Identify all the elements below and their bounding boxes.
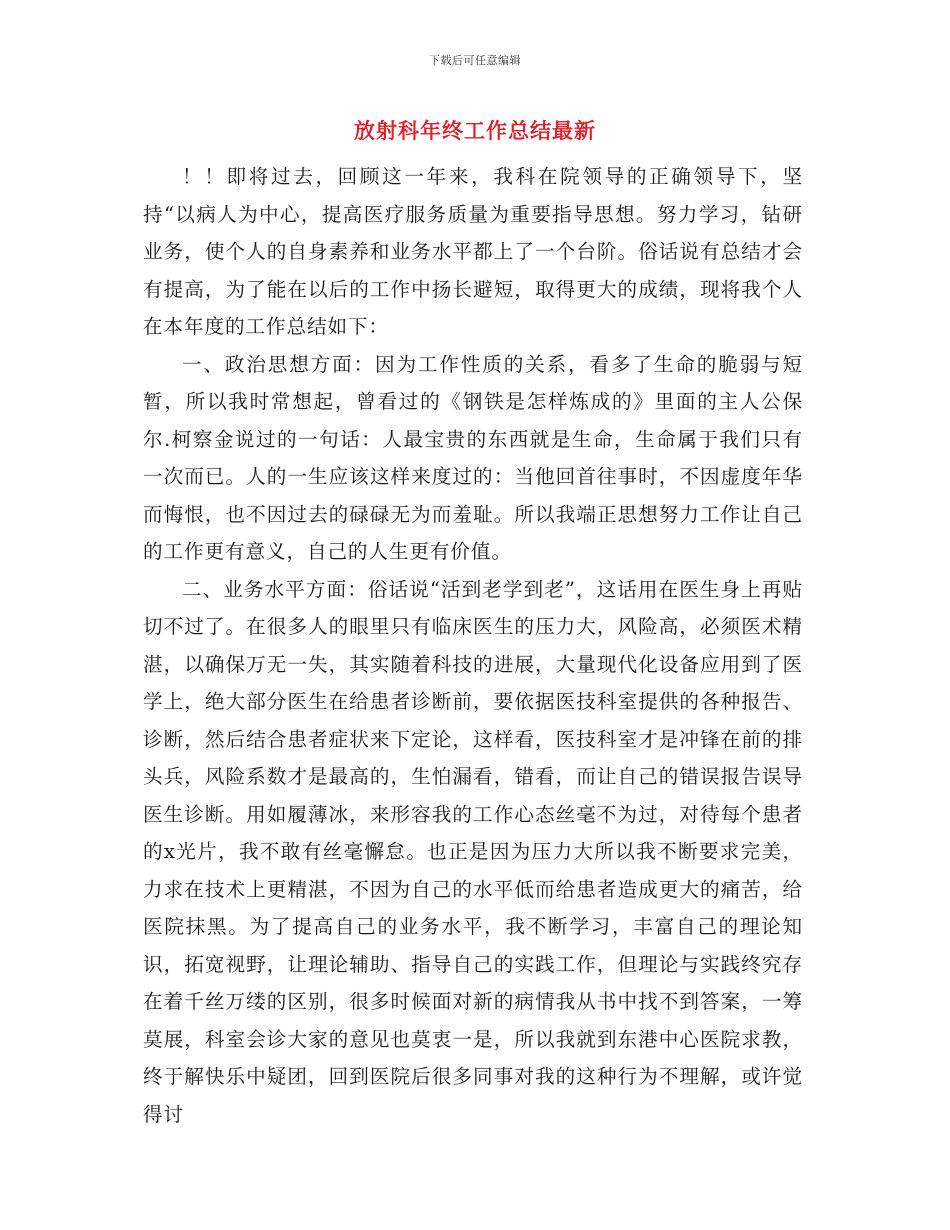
- document-body: [143, 158, 803, 1133]
- paragraph-professional: 二、业务水平方面：俗话说“活到老学到老”，这话用在医生身上再贴切不过了。在很多人的眼里只有临床医生的压力大，风险高，必须医术精湛，以确保万无一失，其实随着科技的进展，大量现代化设备应用到了医学上，绝大部分医生在给患者诊断前，要依据医技科室提供的各种报告、诊断，然后结合患者症状来下定论，这样看，医技科室才是冲锋在前的排头兵，风险系数才是最高的，生怕漏看，错看，而让自己的错误报告误导医生诊断。用如履薄冰，来形容我的工作心态丝毫不为过，对待每个患者的x光片，我不敢有丝毫懈怠。也正是因为压力大所以我不断要求完美，力求在技术上更精湛，不因为自己的水平低而给患者造成更大的痛苦，给医院抹黑。为了提高自己的业务水平，我不断学习，丰富自己的理论知识，拓宽视野，让理论辅助、指导自己的实践工作，但理论与实践终究存在着千丝万缕的区别，很多时候面对新的病情我从书中找不到答案，一筹莫展，科室会诊大家的意见也莫衷一是，所以我就到东港中心医院求教，终于解快乐中疑团，回到医院后很多同事对我的这种行为不理解，或许觉得讨: [143, 577, 803, 1126]
- page-header: 下载后可任意编辑: [429, 54, 521, 67]
- document-title: 放射科年终工作总结最新: [354, 119, 596, 143]
- paragraph-political: 一、政治思想方面：因为工作性质的关系，看多了生命的脆弱与短暂，所以我时常想起，曾看过的《钢铁是怎样炼成的》里面的主人公保尔.柯察金说过的一句话：人最宝贵的东西就是生命，生命属于我们只有一次而已。人的一生应该这样来度过的：当他回首往事时，不因虚度年华而悔恨，也不因过去的碌碌无为而羞耻。所以我端正思想努力工作让自己的工作更有意义，自己的人生更有价值。: [143, 352, 803, 563]
- paragraph-intro: ！！即将过去，回顾这一年来，我科在院领导的正确领导下，坚持“以病人为中心，提高医疗服务质量为重要指导思想。努力学习，钻研业务，使个人的自身素养和业务水平都上了一个台阶。俗话说有总结才会有提高，为了能在以后的工作中扬长避短，取得更大的成绩，现将我个人在本年度的工作总结如下：: [143, 165, 803, 338]
